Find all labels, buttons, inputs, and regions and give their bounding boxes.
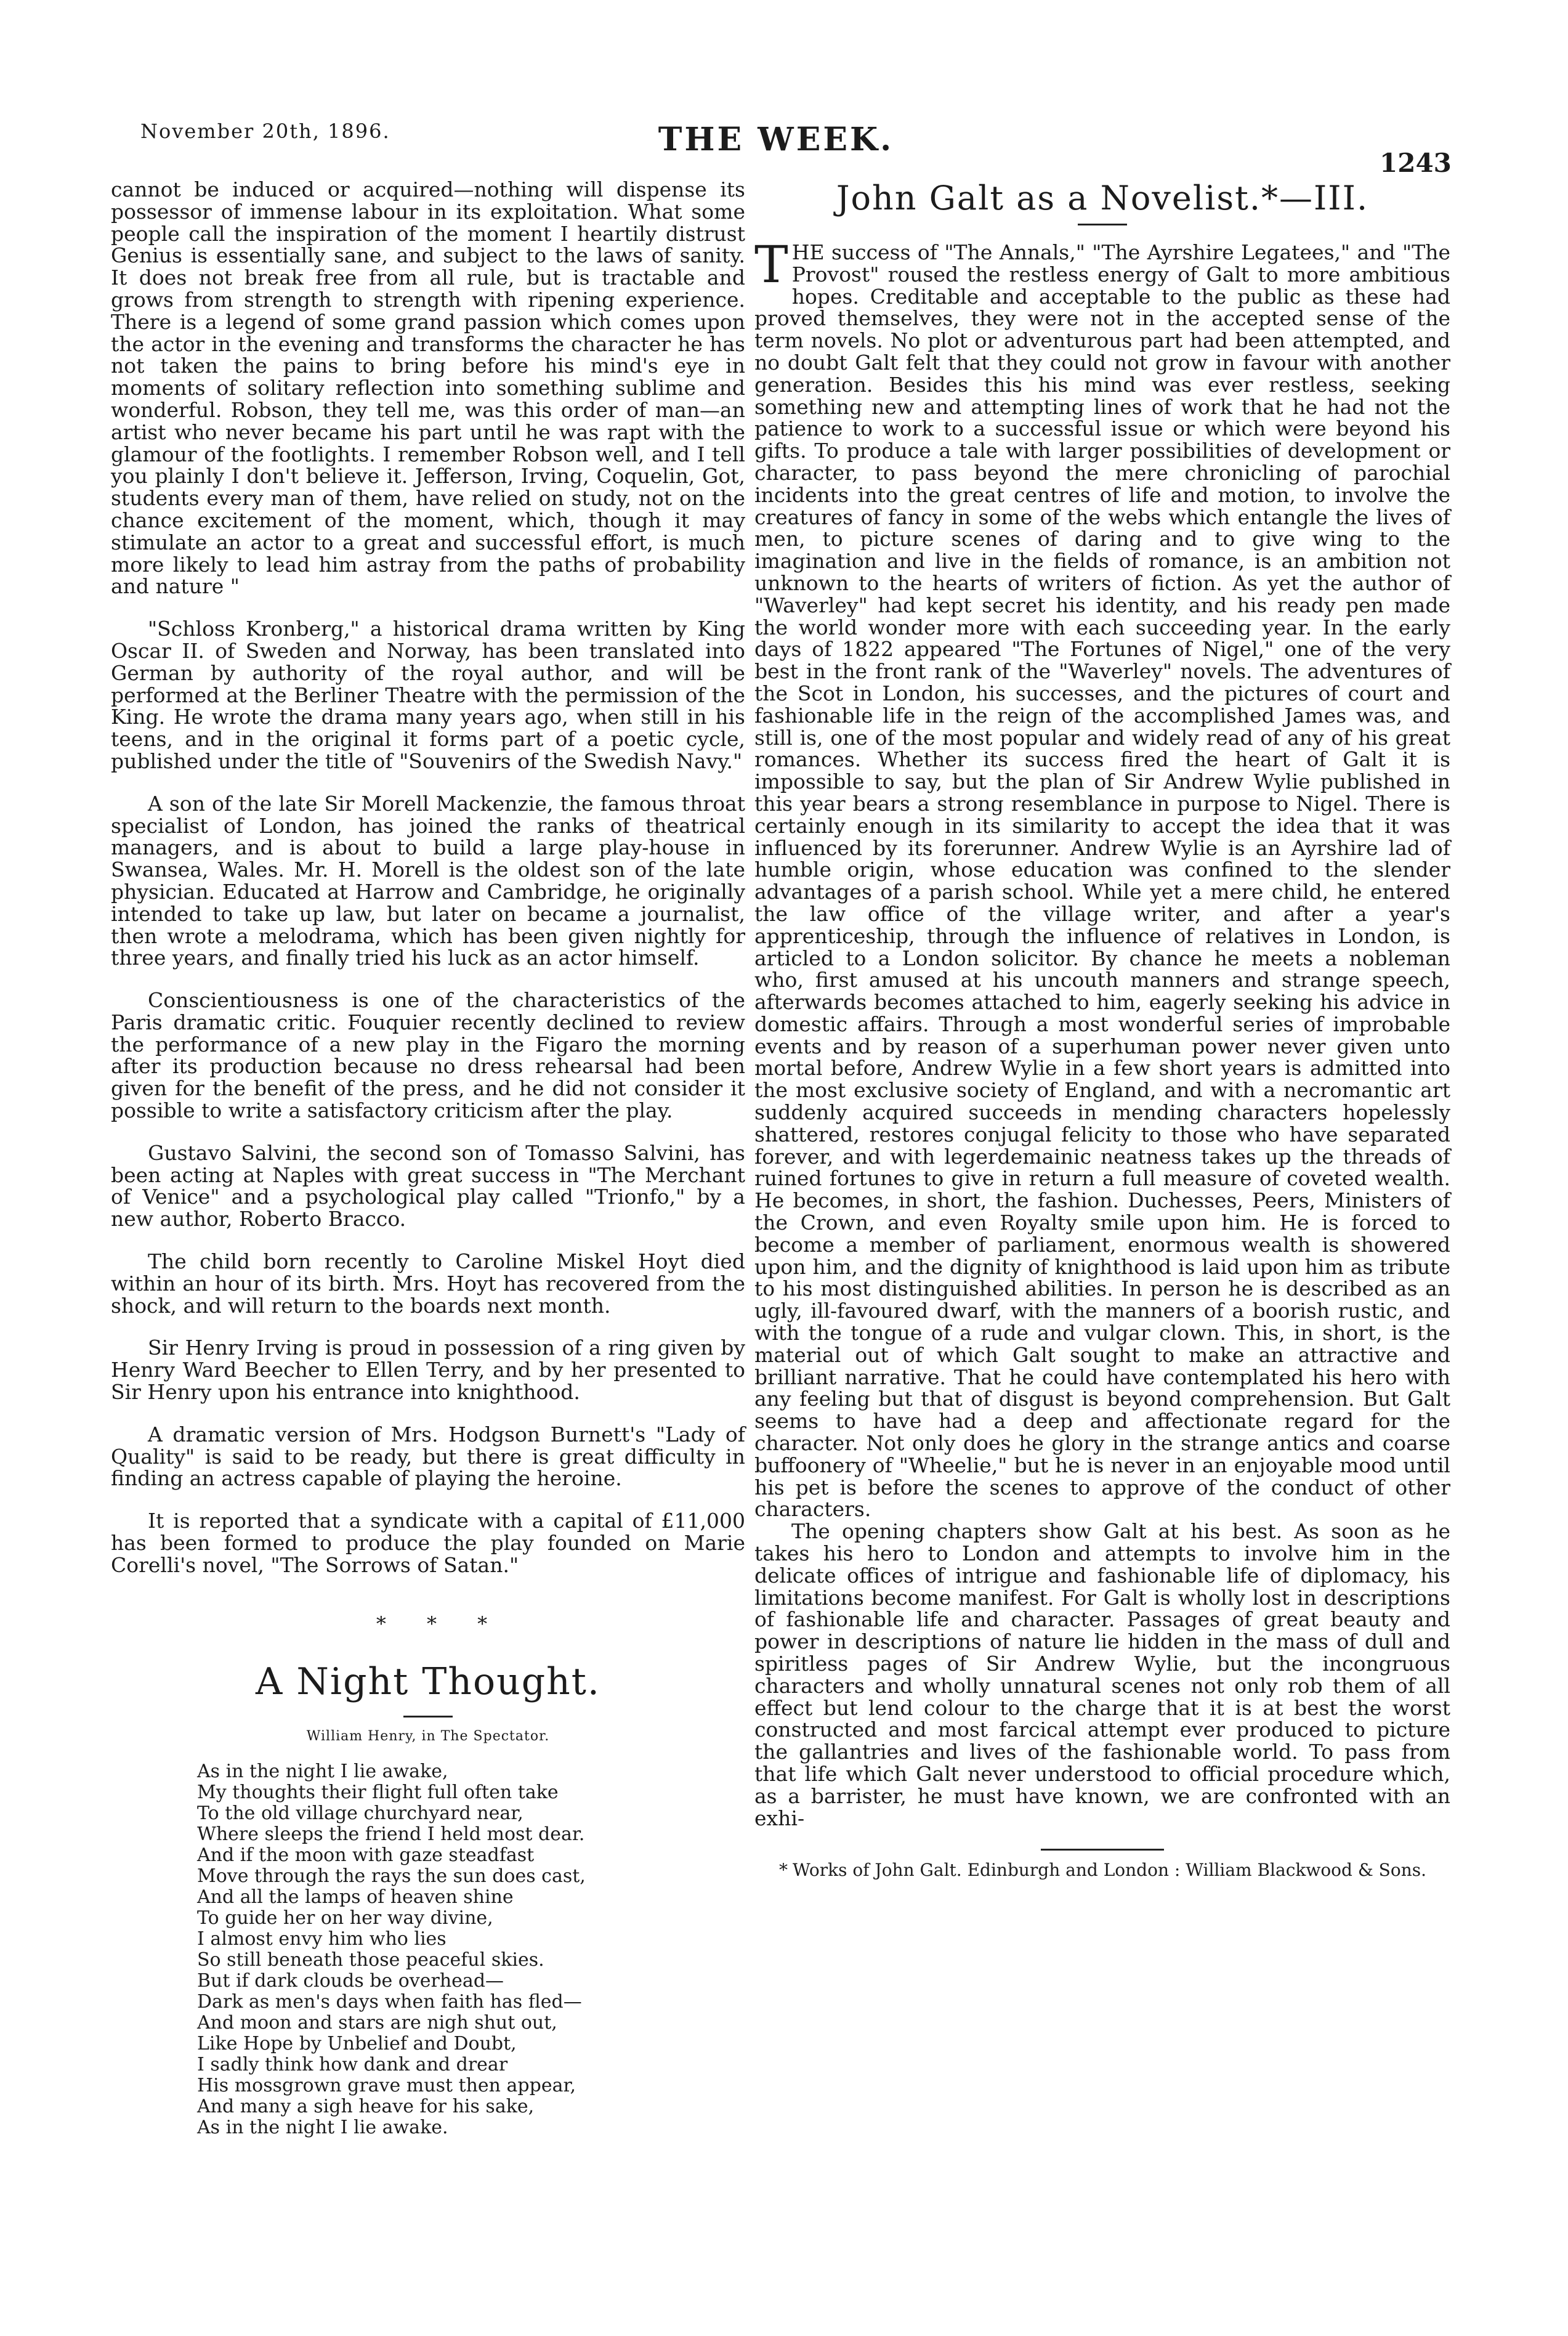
poem-line: And many a sigh heave for his sake, xyxy=(197,2095,535,2117)
paragraph-sorrows-of-satan: It is reported that a syndicate with a capital of £11,000 has been formed to produce the play founded on Marie Corelli's novel, "The Sorrows of Satan." xyxy=(111,1509,745,1577)
title-rule xyxy=(1078,224,1127,225)
poem-attribution: William Henry, in The Spectator. xyxy=(306,1728,550,1744)
poem-line: And all the lamps of heaven shine xyxy=(197,1886,514,1908)
footnote-rule xyxy=(1041,1849,1164,1851)
poem-line: My thoughts their flight full often take xyxy=(197,1781,559,1803)
paragraph-mackenzie: A son of the late Sir Morell Mackenzie, the famous throat specialist of London, has joined the ranks of theatrical managers, and is about to build a large play-house in Swansea, Wales. Mr. H. Morell is the oldest son of the late physician. Educated at Harrow and Cambridge, he originally intended to take up law, but later on became a journalist, then wrote a melodrama, which has been given nightly for three years, and finally tried his luck as an actor himself. xyxy=(111,791,745,970)
article-paragraph-text: HE success of "The Annals," "The Ayrshire Legatees," and "The Provost" roused the restless energy of Galt to more ambitious hopes. Creditable and acceptable to the public as these had proved themselves, they were not in the accepted sense of the term novels. No plot or adventurous part had been attempted, and no doubt Galt felt that they could not grow in favour with another generation. Besides this his mind was ever restless, seeking something new and attempting lines of work that he had not the patience to work to a successful issue or which were beyond his gifts. To produce a tale with larger possibilities of development or character, to pass beyond the mere chronicling of parochial incidents into the great centres of life and motion, to involve the creatures of fancy in some of the webs which entangle the lives of men, to picture scenes of daring and to give wing to the imagination and live in the fields of romance, is an ambition not unknown to the hearts of writers of fiction. As yet the author of "Waverley" had kept secret his identity, and his ready pen made the world wonder more with each succeeding year. In the early days of 1822 appeared "The Fortunes of Nigel," one of the very best in the front rank of the "Waverley" novels. The adventures of the Scot in London, his successes, and the pictures of court and fashionable life in the reign of the accomplished James was, and still is, one of the most popular and widely read of any of his great romances. Whether its success fired the heart of Galt it is impossible to say, but the plan of Sir Andrew Wylie published in this year bears a strong resemblance in purpose to Nigel. There is certainly enough in its similarity to accept the idea that it was influenced by its forerunner. Andrew Wylie is an Ayrshire lad of humble origin, whose education was confined to the slender advantages of a parish school. While yet a mere child, he entered the law office of the village writer, and after a year's apprenticeship, through the influence of relatives in London, is articled to a London solicitor. By chance he meets a nobleman who, first amused at his uncouth manners and strange speech, afterwards becomes attached to him, eagerly seeking his advice in domestic affairs. Through a most wonderful series of improbable events and by reason of a superhuman power never given unto mortal before, Andrew Wylie in a few short years is admitted into the most exclusive society of England, and with a necromantic art suddenly acquired succeeds in mending characters hopelessly shattered, restores conjugal felicity to those who have separated forever, and with legerdemainic neatness takes up the threads of ruined fortunes to give in return a full measure of coveted wealth. He becomes, in short, the fashion. Duchesses, Peers, Ministers of the Crown, and even Royalty smile upon him. He is forced to become a member of parliament, enormous wealth is showered upon him, and the dignity of knighthood is laid upon him as tribute to his most distinguished abilities. In person he is described as an ugly, ill-favoured dwarf, with the manners of a boorish rustic, and with the tongue of a rude and vulgar clown. This, in short, is the material out of which Galt sought to make an attractive and brilliant narrative. That he could have contemplated his hero with any feeling but that of disgust is beyond comprehension. But Galt seems to have had a deep and affectionate regard for the character. Not only does he glory in the strange antics and coarse buffoonery of "Wheelie," but he is never in an enjoyable mood until his pet is before the scenes to approve of the conduct of other characters. xyxy=(754,240,1450,1522)
poem-line: As in the night I lie awake. xyxy=(197,2116,448,2138)
poem-line: His mossgrown grave must then appear, xyxy=(197,2074,576,2096)
footnote-text: Works of John Galt. Edinburgh and London : William Blackwood & Sons. xyxy=(793,1860,1427,1881)
poem-line: I sadly think how dank and drear xyxy=(197,2053,508,2075)
left-column xyxy=(111,179,745,2138)
poem-body xyxy=(197,1761,745,2138)
right-column xyxy=(754,179,1450,1880)
poem-line: To the old village churchyard near, xyxy=(197,1802,523,1824)
poem-line: Move through the rays the sun does cast, xyxy=(197,1865,586,1887)
poem-line: To guide her on her way divine, xyxy=(197,1907,493,1929)
poem-line: So still beneath those peaceful skies. xyxy=(197,1949,544,1971)
poem-line: And moon and stars are nigh shut out, xyxy=(197,2011,557,2034)
paragraph-salvini: Gustavo Salvini, the second son of Tomasso Salvini, has been acting at Naples with great success in "The Merchant of Venice" and a psychological play called "Trionfo," by a new author, Roberto Bracco. xyxy=(111,1140,745,1231)
footnote xyxy=(754,1860,1450,1880)
issue-date: November 20th, 1896. xyxy=(140,120,390,143)
article-paragraph: The opening chapters show Galt at his best. As soon as he takes his hero to London and attempts to involve him in the delicate offices of intrigue and fashionable life of diplomacy, his limitations become manifest. For Galt is wholly lost in descriptions of fashionable life and character. Passages of great beauty and power in descriptions of nature lie hidden in the mass of dull and spiritless pages of Sir Andrew Wylie, but the incongruous characters and wholly unnatural scenes not only rob them of all effect but lend colour to the charge that it is at best the worst constructed and most farcical attempt ever produced to picture the gallantries and lives of the fashionable world. To pass from that life which Galt never understood to official procedure which, as a barrister, he must have known, we are confronted with an exhi- xyxy=(754,1519,1450,1830)
page-number: 1243 xyxy=(1380,148,1452,178)
masthead-title: THE WEEK. xyxy=(658,121,894,158)
poem-line: And if the moon with gaze steadfast xyxy=(197,1844,535,1866)
paragraph-schloss-kronberg: "Schloss Kronberg," a historical drama written by King Oscar II. of Sweden and Norway, has been translated into German by authority of the royal author, and will be performed at the Berliner Theatre with the permission of the King. He wrote the drama many years ago, when still in his teens, and in the original it forms part of a poetic cycle, published under the title of "Souvenirs of the Swedish Navy." xyxy=(111,617,745,773)
paragraph-irving-ring: Sir Henry Irving is proud in possession of a ring given by Henry Ward Beecher to Ellen Terry, and by her presented to Sir Henry upon his entrance into knighthood. xyxy=(111,1336,745,1405)
paragraph-acting-essay-end: cannot be induced or acquired—nothing will dispense its possessor of immense labour in its exploitation. What some people call the inspiration of the moment I heartily distrust Genius is essentially sane, and subject to the laws of sanity. It does not break free from all rule, but is tractable and grows from strength to strength with ripening experience. There is a legend of some grand passion which comes upon the actor in the evening and transforms the character he has not taken the pains to bring before his mind's eye in moments of solitary reflection into something sublime and wonderful. Robson, they tell me, was this order of man—an artist who never became his part until he was rapt with the glamour of the footlights. I remember Robson well, and I tell you plainly I don't believe it. Jefferson, Irving, Coquelin, Got, students every man of them, have relied on study, not on the chance excitement of the moment, which, though it may stimulate an actor to a great and successful effort, is much more likely to lead him astray from the paths of probability and nature " xyxy=(111,177,745,599)
poem-line: I almost envy him who lies xyxy=(197,1928,447,1950)
article-title: John Galt as a Novelist.*—III. xyxy=(836,179,1369,217)
poem-line: Dark as men's days when faith has fled— xyxy=(197,1990,582,2013)
poem-line: As in the night I lie awake, xyxy=(197,1760,448,1782)
title-rule xyxy=(403,1716,453,1718)
poem-line: But if dark clouds be overhead— xyxy=(197,1969,504,1992)
section-separator: * * * xyxy=(376,1612,505,1636)
article-paragraph xyxy=(754,236,1450,1522)
poem-title: A Night Thought. xyxy=(256,1660,600,1703)
drop-cap: T xyxy=(754,236,788,294)
footnote-mark: * xyxy=(779,1860,788,1881)
paragraph-hoyt: The child born recently to Caroline Miskel Hoyt died within an hour of its birth. Mrs. Hoyt has recovered from the shock, and will return to the boards next month. xyxy=(111,1249,745,1318)
poem-line: Like Hope by Unbelief and Doubt, xyxy=(197,2032,517,2054)
poem-line: Where sleeps the friend I held most dear. xyxy=(197,1823,585,1845)
paragraph-paris-critic: Conscientiousness is one of the characteristics of the Paris dramatic critic. Fouquier recently declined to review the performance of a new play in the Figaro the morning after its production because no dress rehearsal had been given for the benefit of the press, and he did not consider it possible to write a satisfactory criticism after the play. xyxy=(111,988,745,1123)
paragraph-lady-of-quality: A dramatic version of Mrs. Hodgson Burnett's "Lady of Quality" is said to be ready, but there is great difficulty in finding an actress capable of playing the heroine. xyxy=(111,1422,745,1491)
